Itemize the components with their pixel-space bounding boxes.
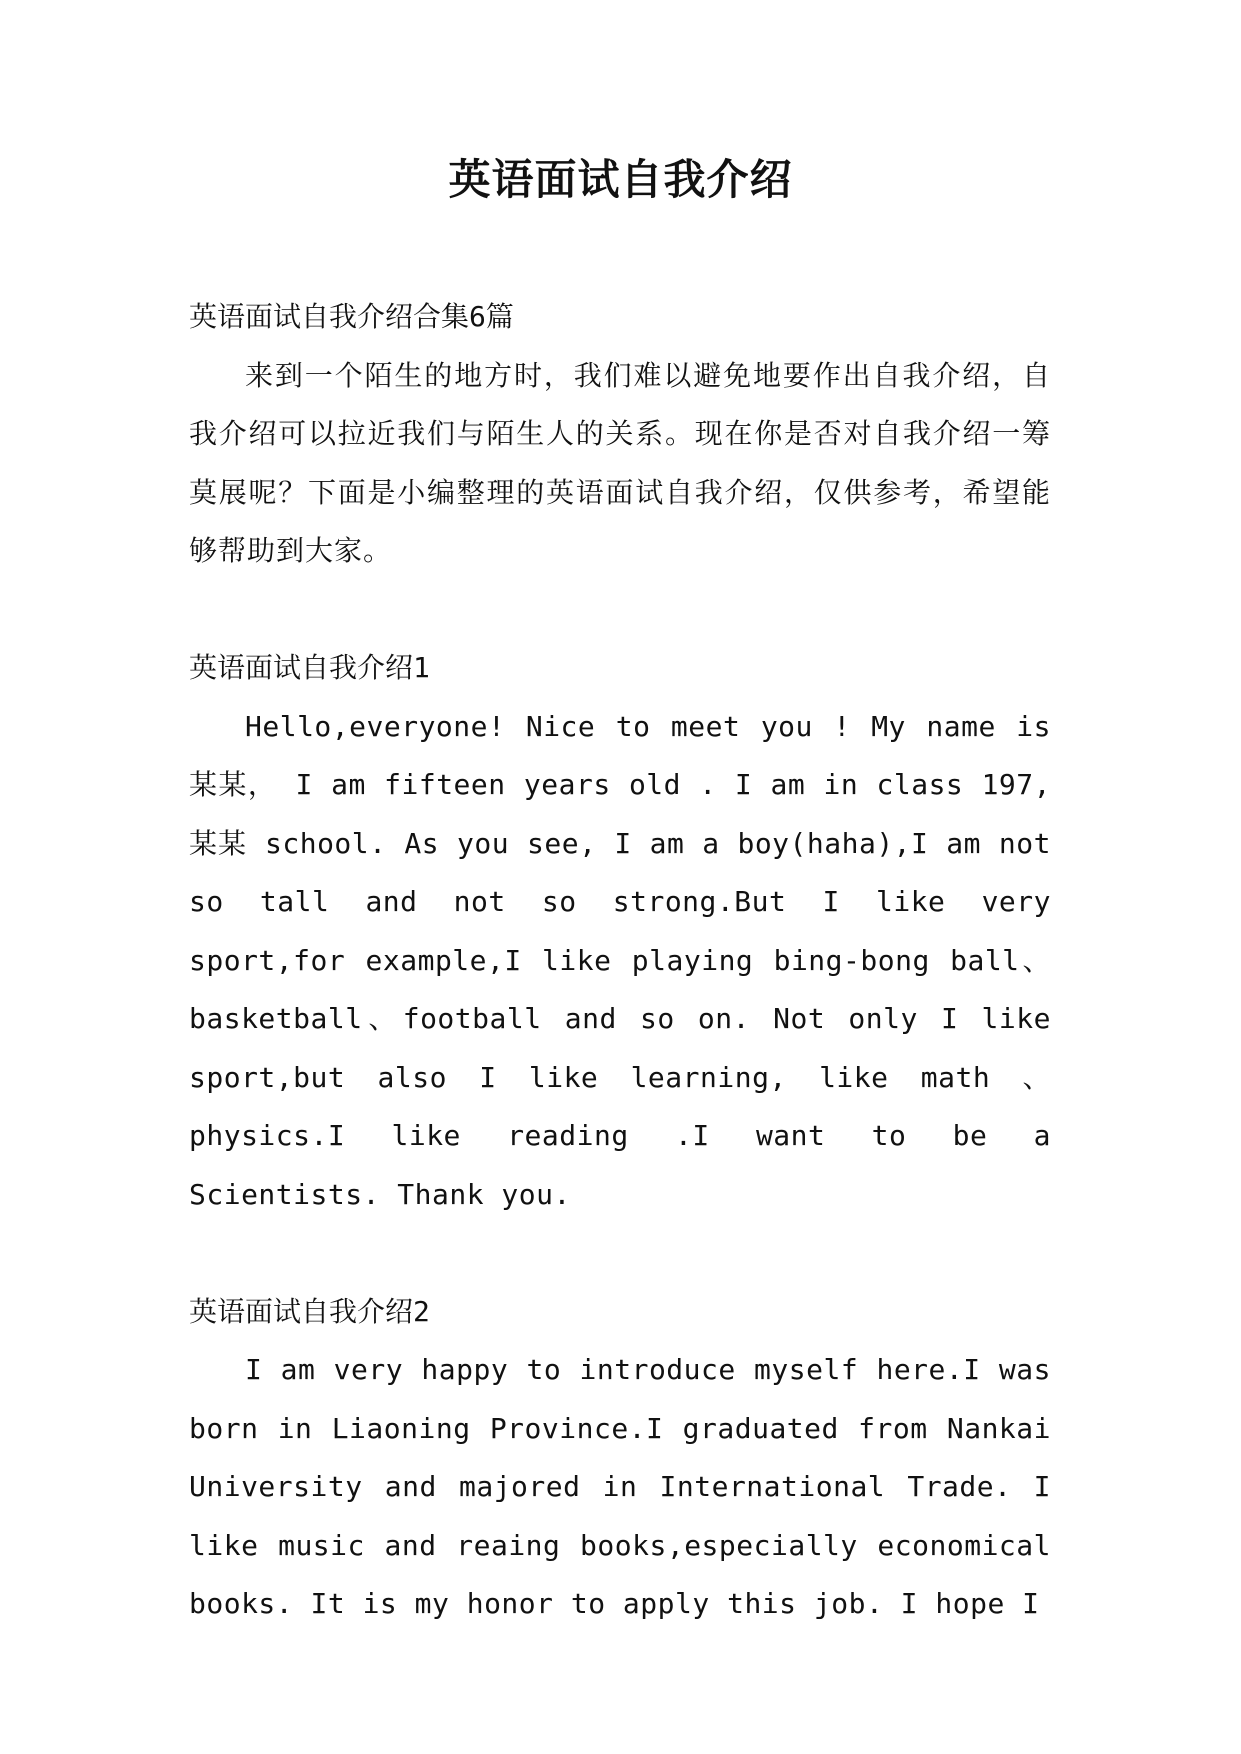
section-body-2: I am very happy to introduce myself here.I was born in Liaoning Province.I graduated from Nankai University and majored in International Trade. I like music and reaing books,especially economical books. It is my honor to apply this job. I hope I	[189, 1353, 1051, 1620]
collection-heading: 英语面试自我介绍合集6篇	[189, 300, 514, 333]
section-spacer	[189, 581, 1051, 640]
section-body-1: Hello,everyone! Nice to meet you ! My name is 某某， I am fifteen years old . I am in class 197, 某某 school. As you see, I am a boy(haha),I am not so tall and not so strong.But I like very sport,for example,I like playing bing-bong ball、basketball、football and so on. Not only I like sport,but also I like learning, like math 、 physics.I like reading .I want to be a Scientists. Thank you.	[189, 709, 1051, 1211]
document-title: 英语面试自我介绍	[448, 155, 793, 204]
intro-paragraph: 来到一个陌生的地方时，我们难以避免地要作出自我介绍，自我介绍可以拉近我们与陌生人的关系。现在你是否对自我介绍一筹莫展呢？下面是小编整理的英语面试自我介绍，仅供参考，希望能够帮助到大家。	[189, 358, 1051, 567]
section-heading-1: 英语面试自我介绍1	[189, 651, 430, 684]
section-heading-2: 英语面试自我介绍2	[189, 1294, 430, 1328]
section-spacer	[189, 1224, 1051, 1283]
document-body	[189, 288, 1051, 1634]
